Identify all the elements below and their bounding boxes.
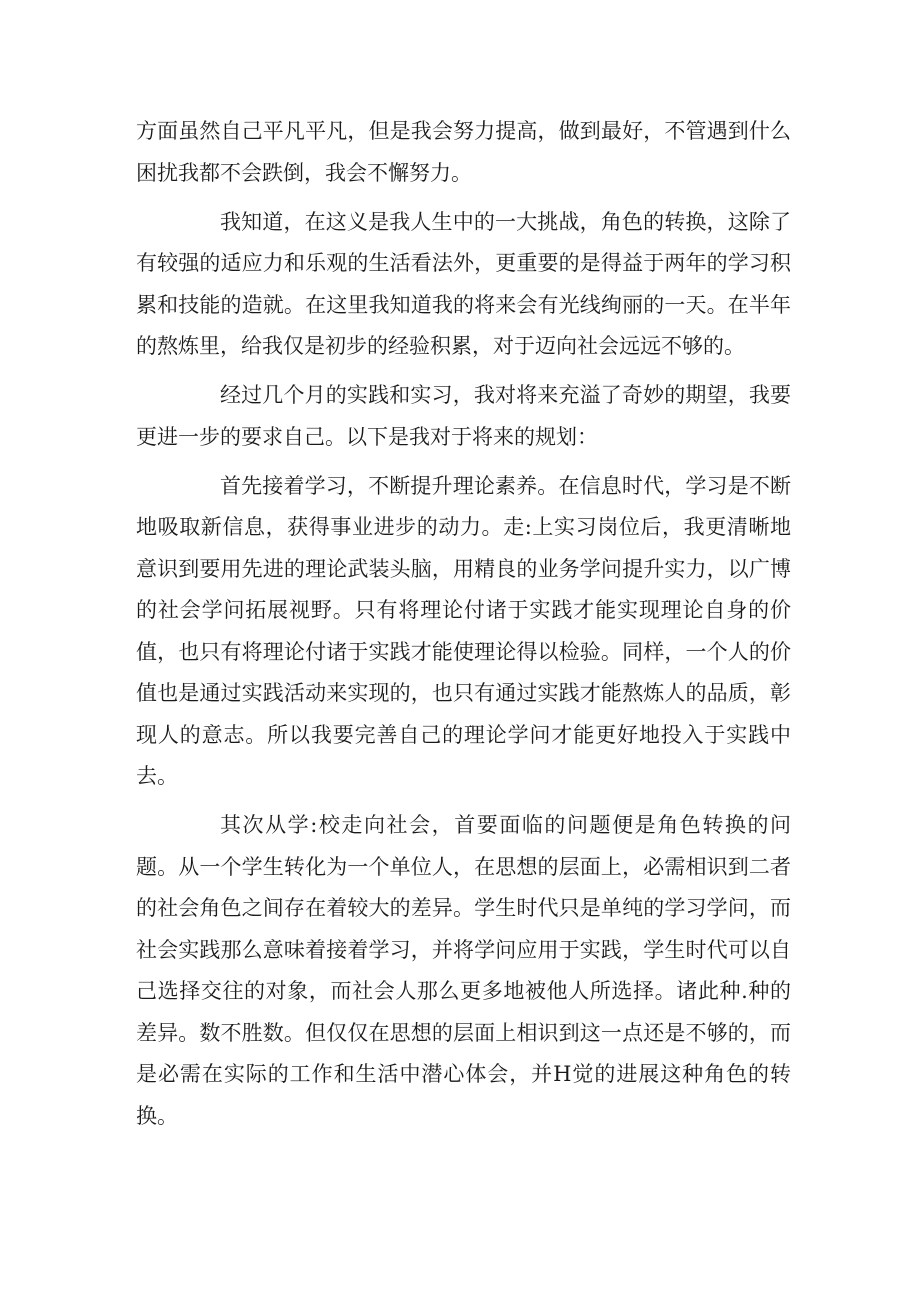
document-body xyxy=(136,111,791,1145)
paragraph-continue-learning: 首先接着学习，不断提升理论素养。在信息时代，学习是不断地吸取新信息，获得事业进步的动力。走:上实习岗位后，我更清晰地意识到要用先进的理论武装头脑，用精良的业务学问提升实力，以广博的社会学问拓展视野。只有将理论付诸于实践才能实现理论自身的价值，也只有将理论付诸于实践才能使理论得以检验。同样，一个人的价值也是通过实践活动来实现的，也只有通过实践才能熬炼人的品质，彰现人的意志。所以我要完善自己的理论学问才能更好地投入于实践中去。 xyxy=(136,473,791,788)
paragraph-continuation: 方面虽然自己平凡平凡，但是我会努力提高，做到最好，不管遇到什么困扰我都不会跌倒，我会不懈努力。 xyxy=(136,119,791,185)
paragraph-practice-expectation: 经过几个月的实践和实习，我对将来充溢了奇妙的期望，我要更进一步的要求自己。以下是我对于将来的规划： xyxy=(136,383,791,449)
paragraph-role-transition: 其次从学:校走向社会，首要面临的问题便是角色转换的问题。从一个学生转化为一个单位人，在思想的层面上，必需相识到二者的社会角色之间存在着较大的差异。学生时代只是单纯的学习学问，而社会实践那么意味着接着学习，并将学问应用于实践，学生时代可以自己选择交往的对象，而社会人那么更多地被他人所选择。诸此种.种的差异。数不胜数。但仅仅在思想的层面上相识到这一点还是不够的，而是必需在实际的工作和生活中潜心体会，并H觉的进展这种角色的转换。 xyxy=(136,813,791,1128)
paragraph-role-change: 我知道，在这义是我人生中的一大挑战，角色的转换，这除了有较强的适应力和乐观的生活看法外，更重要的是得益于两年的学习积累和技能的造就。在这里我知道我的将来会有光线绚丽的一天。在半年的熬炼里，给我仅是初步的经验积累，对于迈向社会远远不够的。 xyxy=(136,209,791,358)
